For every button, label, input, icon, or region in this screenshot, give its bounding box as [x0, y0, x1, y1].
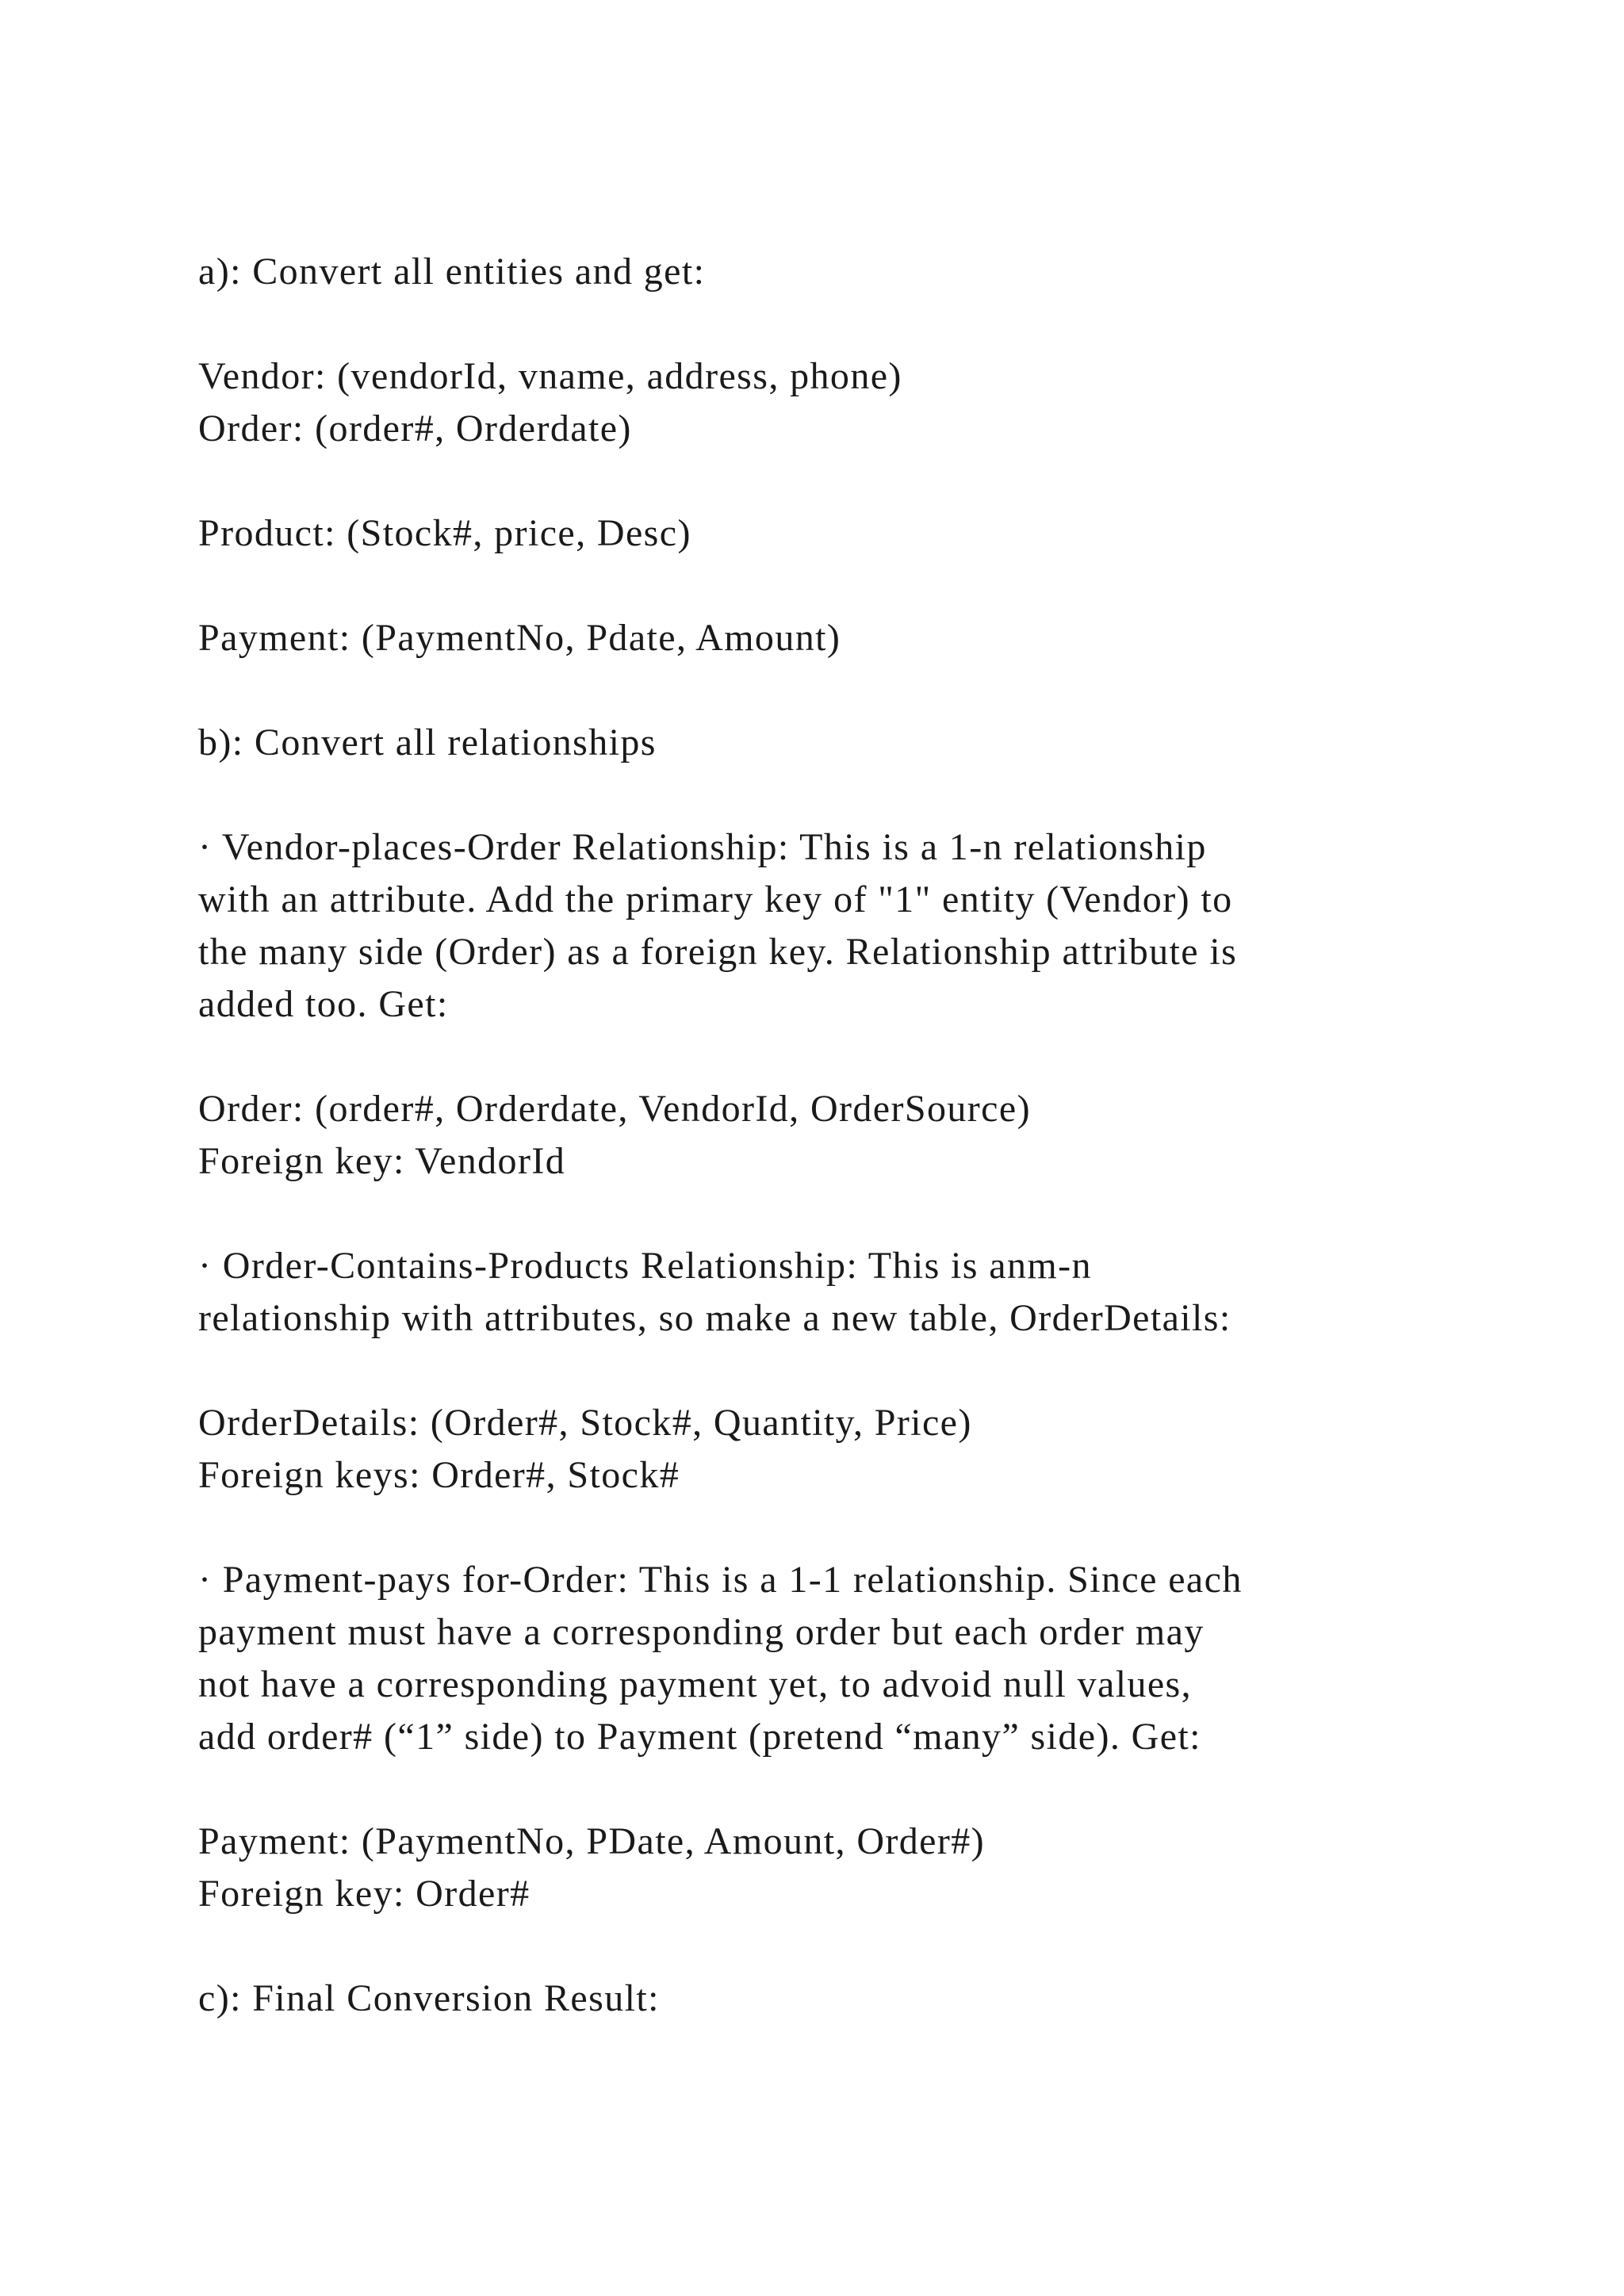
spacer — [198, 560, 1499, 612]
vendor-entity: Vendor: (vendorId, vname, address, phone) — [198, 355, 902, 397]
spacer — [198, 1920, 1499, 1973]
relationship-3-line: · Payment-pays for-Order: This is a 1-1 relationship. Since each — [198, 1559, 1243, 1601]
product-entity: Product: (Stock#, price, Desc) — [198, 512, 691, 554]
relationship-2-result: OrderDetails: (Order#, Stock#, Quantity, Price) — [198, 1402, 972, 1444]
spacer — [198, 1031, 1499, 1083]
spacer — [198, 1763, 1499, 1816]
spacer — [198, 1502, 1499, 1554]
relationship-2-line: relationship with attributes, so make a new table, OrderDetails: — [198, 1297, 1231, 1339]
order-entity: Order: (order#, Orderdate) — [198, 408, 632, 450]
spacer — [198, 298, 1499, 350]
spacer — [198, 455, 1499, 507]
relationship-2-line: · Order-Contains-Products Relationship: This is anm-n — [198, 1245, 1092, 1287]
relationship-1-line: added too. Get: — [198, 983, 449, 1025]
relationship-1-line: · Vendor-places-Order Relationship: This is a 1-n relationship — [198, 826, 1207, 868]
section-c-heading: c): Final Conversion Result: — [198, 1977, 660, 2019]
document-body — [198, 246, 1499, 2025]
relationship-1-foreign-key: Foreign key: VendorId — [198, 1140, 566, 1182]
relationship-1-line: with an attribute. Add the primary key of "1" entity (Vendor) to — [198, 878, 1233, 920]
spacer — [198, 1188, 1499, 1240]
relationship-1-line: the many side (Order) as a foreign key. Relationship attribute is — [198, 931, 1238, 973]
spacer — [198, 1345, 1499, 1397]
section-b-heading: b): Convert all relationships — [198, 721, 657, 763]
relationship-2-foreign-keys: Foreign keys: Order#, Stock# — [198, 1454, 680, 1496]
relationship-3-line: payment must have a corresponding order but each order may — [198, 1611, 1205, 1653]
relationship-3-line: not have a corresponding payment yet, to advoid null values, — [198, 1663, 1193, 1705]
relationship-3-result: Payment: (PaymentNo, PDate, Amount, Order#) — [198, 1820, 986, 1862]
spacer — [198, 664, 1499, 717]
relationship-1-result: Order: (order#, Orderdate, VendorId, OrderSource) — [198, 1088, 1031, 1130]
spacer — [198, 769, 1499, 821]
relationship-3-line: add order# (“1” side) to Payment (pretend “many” side). Get: — [198, 1716, 1201, 1758]
payment-entity: Payment: (PaymentNo, Pdate, Amount) — [198, 617, 841, 659]
relationship-3-foreign-key: Foreign key: Order# — [198, 1873, 530, 1915]
section-a-heading: a): Convert all entities and get: — [198, 251, 706, 293]
